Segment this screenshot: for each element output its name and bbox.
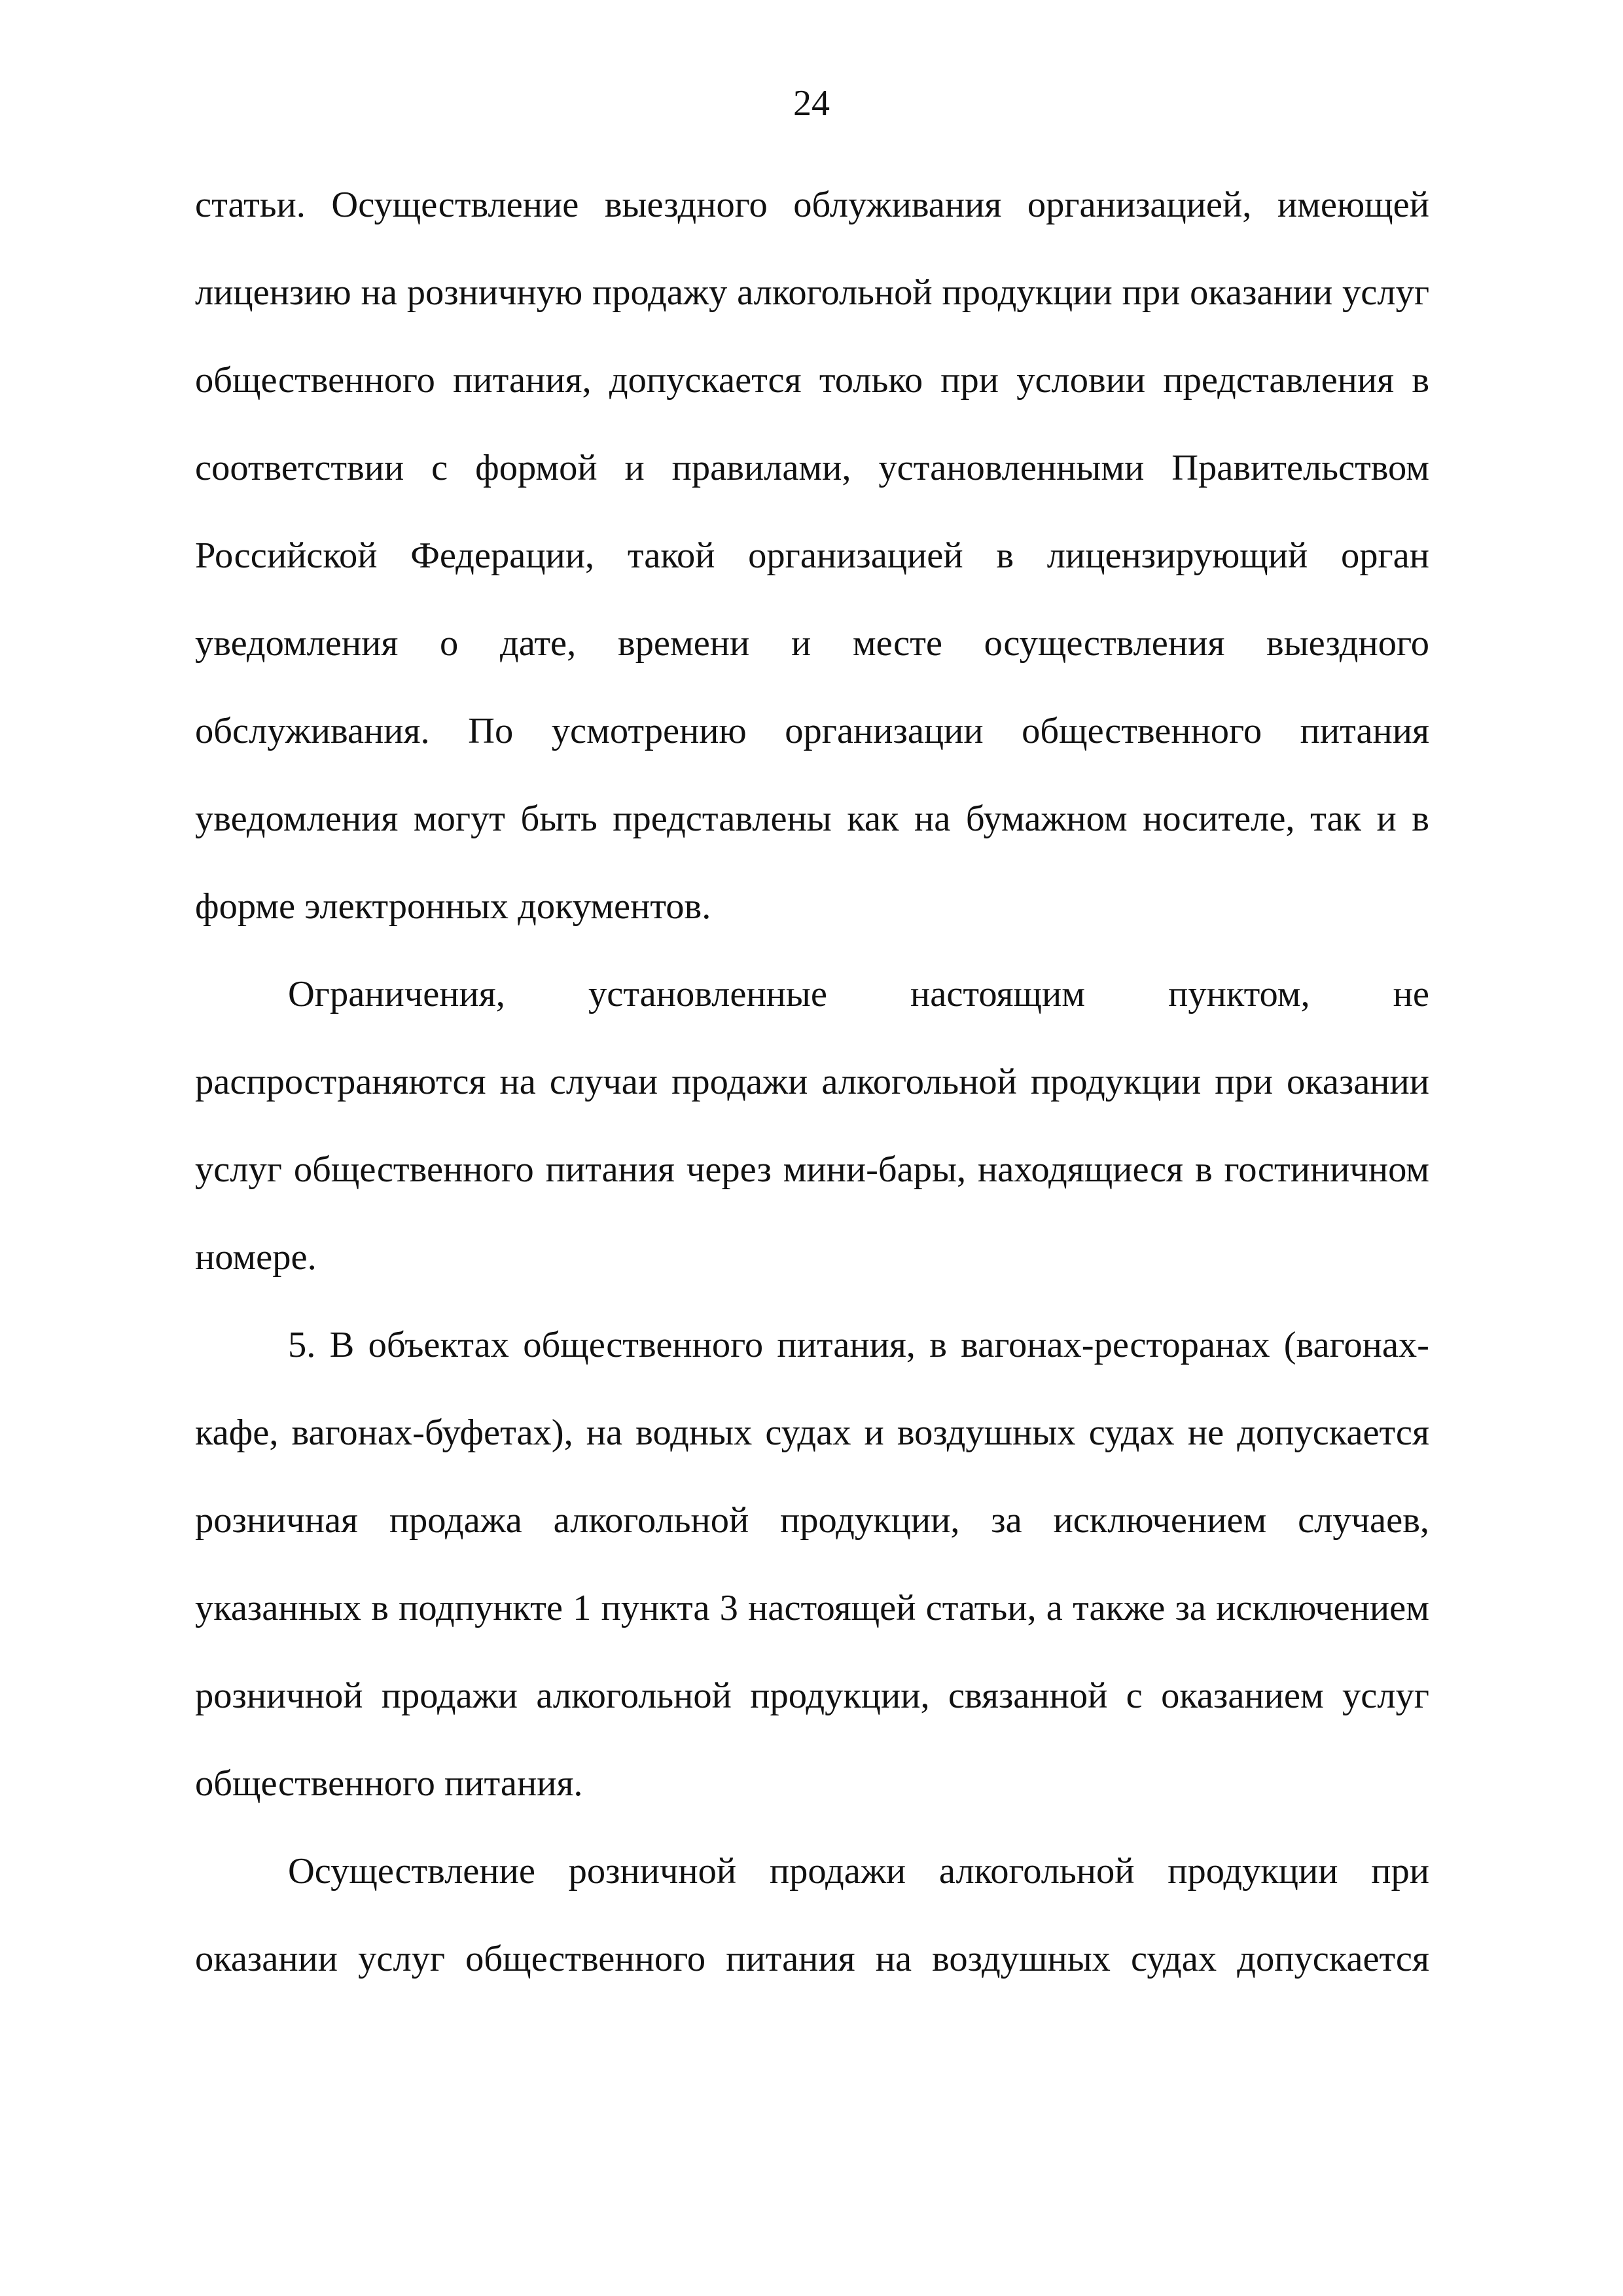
paragraph-air-sales: Осуществление розничной продажи алкогольной продукции при оказании услуг общественного питания на воздушных судах допускается <box>195 1851 1429 1979</box>
paragraph-continuation: статьи. Осуществление выездного облуживания организацией, имеющей лицензию на розничную продажу алкогольной продукции при оказании услуг общественного питания, допускается только при условии представления в соответствии с формой и правилами, установленными Правительством Российской Федерации, такой организацией в лицензирующий орган уведомления о дате, времени и месте осуществления выездного обслуживания. По усмотрению организации общественного питания уведомления могут быть представлены как на бумажном носителе, так и в форме электронных документов. <box>195 185 1429 927</box>
page-number: 24 <box>793 83 830 124</box>
paragraph-item-5: 5. В объектах общественного питания, в вагонах-ресторанах (вагонах-кафе, вагонах-буфетах), на водных судах и воздушных судах не допускается розничная продажа алкогольной продукции, за исключением случаев, указанных в подпункте 1 пункта 3 настоящей статьи, а также за исключением розничной продажи алкогольной продукции, связанной с оказанием услуг общественного питания. <box>195 1325 1429 1804</box>
paragraph-restrictions: Ограничения, установленные настоящим пунктом, не распространяются на случаи продажи алкогольной продукции при оказании услуг общественного питания через мини-бары, находящиеся в гостиничном номере. <box>195 974 1429 1278</box>
document-body <box>195 161 1429 2003</box>
